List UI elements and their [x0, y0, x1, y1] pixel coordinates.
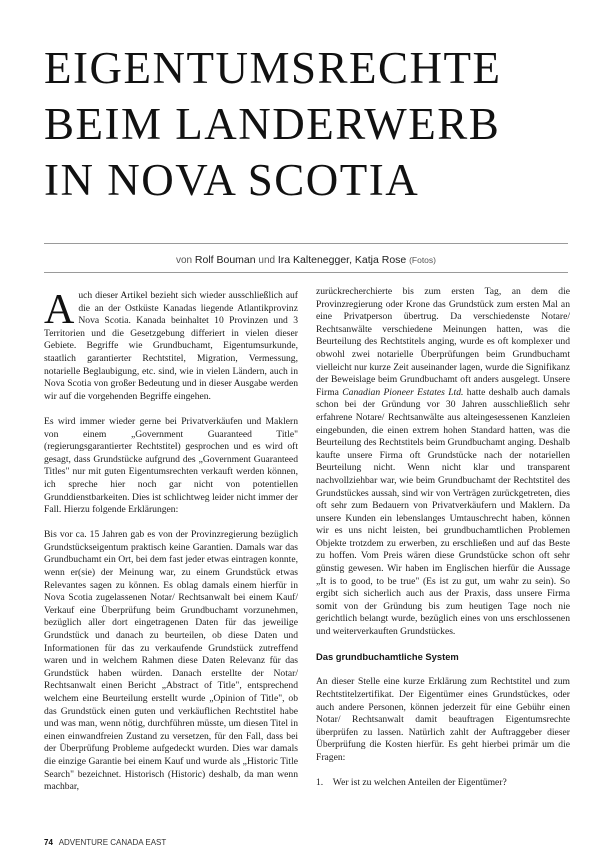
byline-note: (Fotos): [409, 255, 436, 265]
paragraph-4: [316, 286, 570, 639]
right-column: [316, 286, 570, 802]
left-column: [44, 287, 298, 806]
page-number: 74: [44, 838, 53, 847]
paragraph-4-a: zurückrecherchierte bis zum ersten Tag, an dem die Provinzregierung oder Krone das Grundstück zum ersten Mal an eine Privatperson übertrug. Da verschiedenste Notare/ Rechtsanwälte verschiedene Meinungen hatten, was die Beurteilung des Rechtstitels anging, wurde es oft komplexer und obwohl zwei notarielle Überprüfungen beim Grundbuchamt vielleicht nur kurze Zeit auseinander lagen, wurde die Signifikanz der Beweislage beim Grundbuchamt oft anders ausgelegt. Unsere Firma: [316, 286, 570, 398]
intro-text: uch dieser Artikel bezieht sich wieder ausschließlich auf die an der Ostküste Kanadas liegende Atlantikprovinz Nova Scotia. Kanada beinhaltet 10 Provinzen und 3 Territorien und die Gesetzgebung differiert in vielen dieser Gebiete. Begriffe wie Grundbuchamt, Eigentumsurkunde, staatlich garantierter Rechtstitel, Migration, Vermessung, notarielle Beglaubigung, etc. sind, wie in vielen Ländern, auch in Nova Scotia von großer Bedeutung und in dieser Ausgabe werden wir auf die vorgehenden Begriffe eingehen.: [44, 290, 298, 402]
title-line-1: EIGENTUMSRECHTE: [44, 43, 502, 93]
title-line-3: IN NOVA SCOTIA: [44, 155, 420, 205]
author-2: Ira Kaltenegger, Katja Rose: [277, 254, 407, 266]
paragraph-5: An dieser Stelle eine kurze Erklärung zum Rechtstitel und zum Rechtstitelzertifikat. Der Eigentümer eines Grundstückes, oder auch andere Personen, können jederzeit für eine Gebühr einen Notar/ Rechtsanwalt damit beauftragen Eigentumsrechte überprüfen zu lassen. Natürlich zahlt der Auftraggeber dieser Überprüfung die Kosten hierfür. Es geht hierbei primär um die Fragen:: [316, 676, 570, 763]
paragraph-intro: [44, 287, 298, 403]
title-line-2: BEIM LANDERWERB: [44, 99, 501, 149]
paragraph-3: Bis vor ca. 15 Jahren gab es von der Provinzregierung bezüglich Grundstückseigentum praktisch keine Garantien. Damals war das Grundbuchamt ein Ort, bei dem fast jeder etwas eintragen konnte, wenn er(sie) der Meinung war, zu einem Grundstück etwas Relevantes sagen zu können. Es oblag damals einem hierfür in Nova Scotia zugelassenen Notar/ Rechtsanwalt bei einem Kauf/ Verkauf eine Überprüfung beim Grundbuchamt vorzunehmen, bezüglich aller dort eingetragenen Daten für das jeweilige Grundstück und danach zu beurteilen, ob diese Daten und Informationen für das zu verkaufende Grundstück zutreffend waren und in welchem Rahmen diese Daten Relevanz für das Grundstück haben würden. Danach erstellte der Notar/ Rechtsanwalt einen Bericht „Abstract of Title", entsprechend welchem eine Beurteilung erstellt wurde „Opinion of Title", ob das Grundstück einen guten und verkäuflichen Rechtstitel habe und was man, wenn nötig, durchführen müsste, um diesen Titel in einen einwandfreien Zustand zu versetzen, für den Fall, dass bei der Überprüfung Probleme aufgedeckt wurden. Dies war damals die einzige Garantie bei einem Kauf und wurde als „Historic Title Search" bezeichnet. Historisch (Historic) deshalb, da man wenn machbar,: [44, 529, 298, 793]
magazine-name: ADVENTURE CANADA EAST: [58, 838, 167, 847]
page-footer: [44, 838, 166, 847]
paragraph-2: Es wird immer wieder gerne bei Privatverkäufen und Maklern von einem „Government Guaranteed Title" (regierungsgarantierter Rechtstitel) gesprochen und es wird oft gesagt, dass Grundstücke aufgrund des „Government Guaranteed Titles" nur mit guten Eigentumsrechten verkauft werden können, ich spreche hier noch gar nicht von potentiellen Grunddienstbarkeiten. Dies ist schlichtweg leider nicht immer der Fall. Hierzu folgende Erklärungen:: [44, 415, 298, 516]
paragraph-4-b: hatte deshalb auch damals schon bei der Gründung vor 30 Jahren ausschließlich sehr erfahrene Notare/ Rechtsanwälte aus alteingesessenen Kanzleien eingebunden, die einen extrem hohen Standard hatten, was die Beurteilung des Rechtstitels beim Grundbuchamt anging. Deshalb kaufte unsere Firma oft Grundstücke nach der notariellen Beurteilung nicht. Wenn nicht klar und transparent nachvollziehbar war, wie beim Grundbuchamt der Rechtstitel des Grundstückes aussah, sind wir von Verträgen zurückgetreten, dies oft sehr zum Bedauern von Privatverkäufern und Maklern. Da unsere Kunden ein lebenslanges Umtauschrecht haben, können wir es uns nicht leisten, bei grundbuchamtlichen Problemen Objekte trotzdem zu erwerben, zu erschließen und auf das Beste zu hoffen. Vom Preis wären diese Grundstücke schon oft sehr günstig gewesen. Wir haben im Englischen hierfür die Aussage „It is to good, to be true" (Es ist zu gut, um wahr zu sein). So ergibt sich sicherlich auch aus der Praxis, dass unsere Firma somit von der Gründung bis zum heutigen Tage noch nie gerichtlich belangt wurde, bezüglich eines von uns erschlossenen und weiterverkauften Grundstückes.: [316, 386, 570, 638]
section-heading: Das grundbuchamtliche System: [316, 651, 459, 663]
byline-von: von: [176, 255, 193, 266]
byline: [44, 254, 568, 266]
byline-und: und: [258, 255, 276, 266]
article-title: [44, 40, 584, 208]
company-name: Canadian Pioneer Estates Ltd.: [342, 386, 464, 398]
bottom-divider: [44, 272, 568, 273]
list-item: 1. Wer ist zu welchen Anteilen der Eigentümer?: [316, 777, 507, 789]
top-divider: [44, 243, 568, 244]
drop-cap: A: [44, 287, 75, 333]
author-1: Rolf Bouman: [194, 254, 256, 266]
